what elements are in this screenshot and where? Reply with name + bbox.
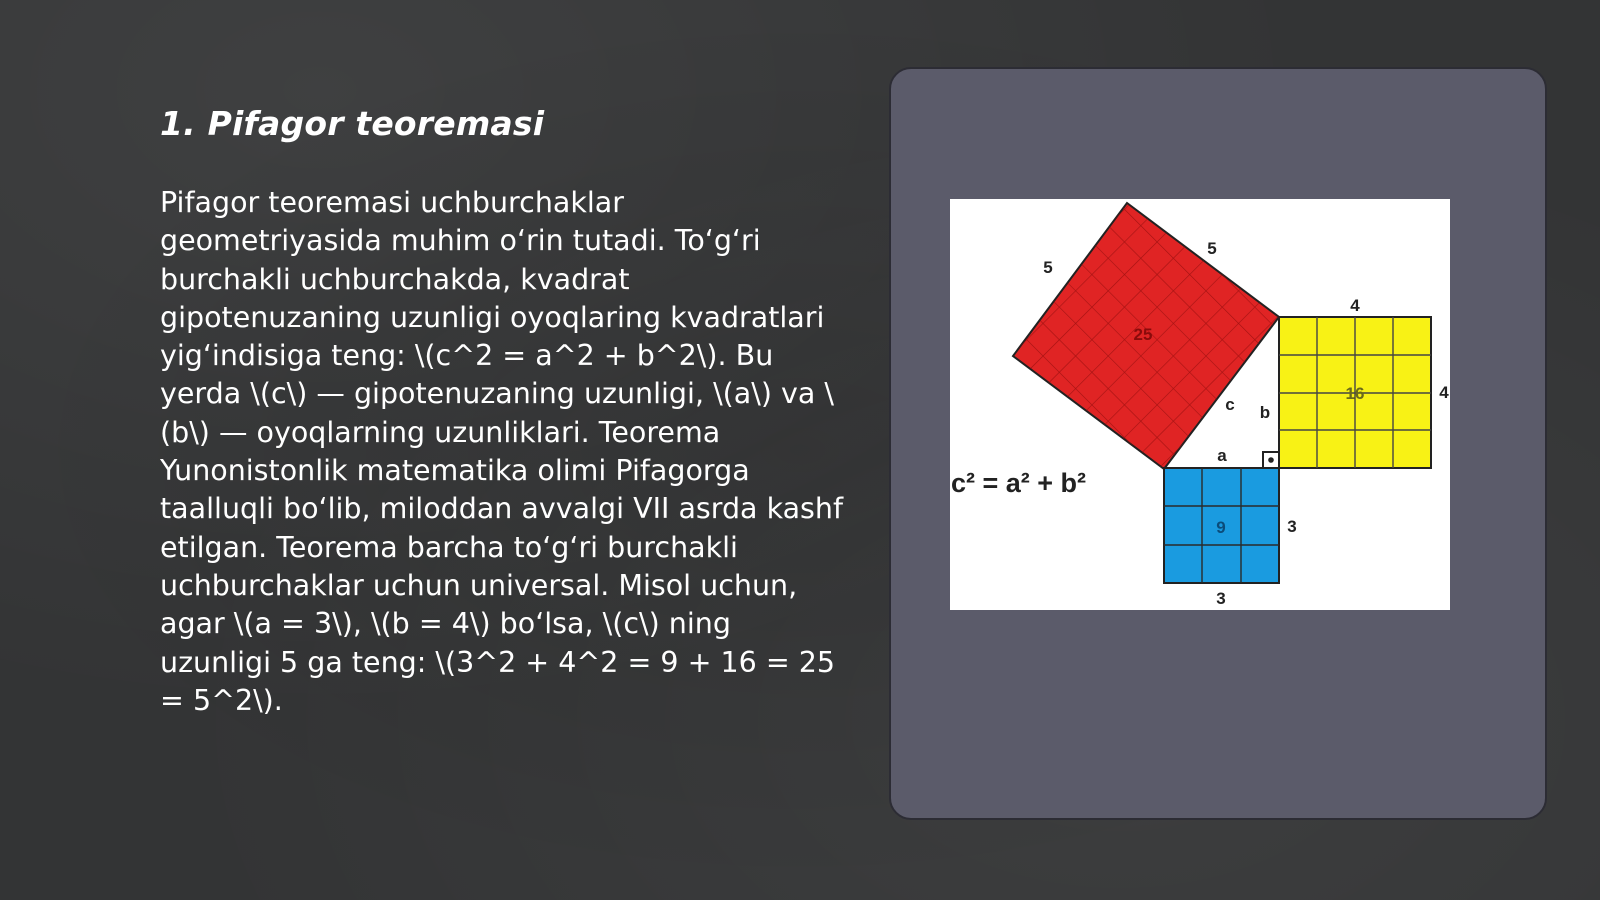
formula: c² = a² + b² [951, 468, 1087, 498]
hyp-square-side-left: 5 [1043, 258, 1053, 277]
leg-a-square-side-right: 3 [1287, 517, 1297, 536]
label-c: c [1225, 395, 1235, 414]
leg-a-square-side-bottom: 3 [1216, 589, 1226, 608]
right-angle-marker [1263, 452, 1279, 468]
hyp-square-value: 25 [1133, 325, 1153, 344]
hyp-square-side-top: 5 [1207, 239, 1217, 258]
label-b: b [1259, 403, 1271, 422]
leg-a-square-value: 9 [1216, 518, 1226, 537]
leg-b-square-value: 16 [1345, 384, 1365, 403]
leg-b-square-side-top: 4 [1350, 296, 1360, 315]
slide-body-text: Pifagor teoremasi uchburchaklar geometriyasida muhim o‘rin tutadi. To‘g‘ri burchakli uchburchakda, kvadrat gipotenuzaning uzunligi oyoqlaring kvadratlari yig‘indisiga teng: \(c^2 = a^2 + b^2\). Bu yerda \(c\) — gipotenuzaning uzunligi, \(a\) va \(b\) — oyoqlarning uzunliklari. Teorema Yunonistonlik matematika olimi Pifagorga taalluqli bo‘lib, miloddan avvalgi VII asrda kashf etilgan. Teorema barcha to‘g‘ri burchakli uchburchaklar uchun universal. Misol uchun, agar \(a = 3\), \(b = 4\) bo‘lsa, \(c\) ning uzunligi 5 ga teng: \(3^2 + 4^2 = 9 + 16 = 25 = 5^2\). [160, 186, 843, 717]
label-a: a [1217, 446, 1227, 465]
leg-b-square-side-right: 4 [1439, 383, 1449, 402]
pythagorean-diagram [950, 199, 1450, 610]
pythagorean-figure [950, 199, 1450, 610]
slide-title: 1. Pifagor teoremasi [160, 104, 545, 143]
